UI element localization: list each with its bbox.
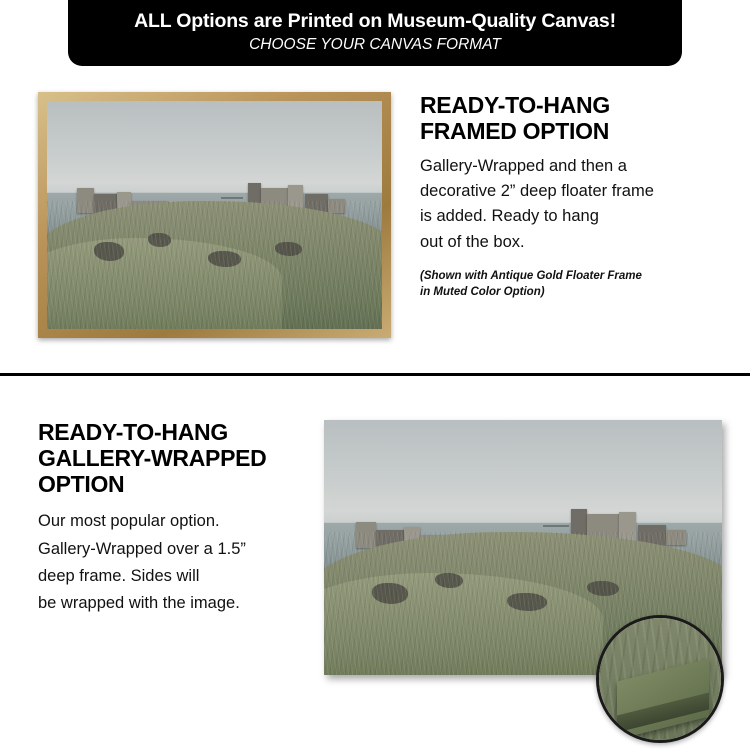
wrapped-edge-detail-circle [596, 615, 724, 743]
framed-body-line2: decorative 2” deep floater frame [420, 181, 654, 200]
gallery-option-heading [38, 420, 328, 497]
framed-canvas-image [38, 92, 391, 338]
corner-accent [716, 716, 750, 750]
gallery-option-text [38, 420, 328, 619]
gallery-body-line4: be wrapped with the image. [38, 594, 240, 613]
framed-option-heading [420, 93, 720, 145]
framed-body-line1: Gallery-Wrapped and then a [420, 156, 627, 175]
framed-heading-line2: FRAMED OPTION [420, 117, 610, 144]
gallery-body-line1: Our most popular option. [38, 512, 220, 531]
header-banner [68, 0, 682, 66]
framed-note-line2: in Muted Color Option) [420, 285, 545, 298]
framed-option-body [420, 155, 720, 255]
framed-canvas-artwork [47, 101, 382, 329]
framed-body-line3: is added. Ready to hang [420, 207, 599, 226]
framed-body-line4: out of the box. [420, 232, 525, 251]
castle-ruins-scene [47, 101, 382, 329]
section-divider [0, 373, 750, 376]
gallery-body-line2: Gallery-Wrapped over a 1.5” [38, 539, 246, 558]
gallery-heading-line3: OPTION [38, 470, 125, 497]
gallery-option-body [38, 509, 328, 616]
gallery-heading-line2: GALLERY-WRAPPED [38, 444, 267, 471]
banner-subtitle: CHOOSE YOUR CANVAS FORMAT [249, 36, 501, 54]
framed-heading-line1: READY-TO-HANG [420, 92, 610, 118]
gallery-body-line3: deep frame. Sides will [38, 567, 200, 586]
framed-option-text [420, 93, 720, 300]
gallery-heading-line1: READY-TO-HANG [38, 419, 228, 445]
framed-note-line1: (Shown with Antique Gold Floater Frame [420, 270, 642, 283]
banner-title: ALL Options are Printed on Museum-Quality Canvas! [134, 10, 616, 32]
framed-option-note [420, 269, 720, 300]
